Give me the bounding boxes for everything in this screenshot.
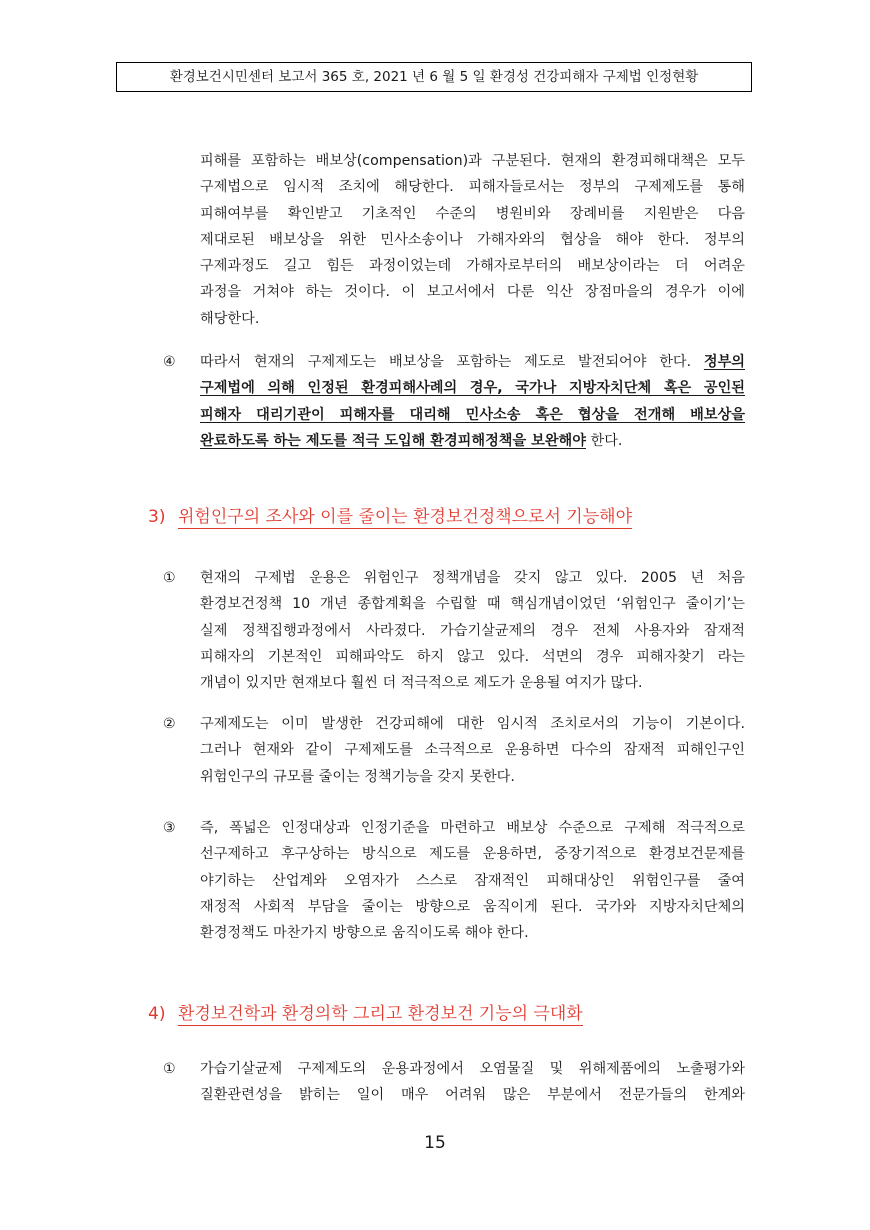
text-line: 과정을 거쳐야 하는 것이다. 이 보고서에서 다룬 익산 장점마을의 경우가 이에 (200, 284, 745, 301)
plain-text: 따라서 현재의 구제제도는 배보상을 포함하는 제도로 발전되어야 한다. (200, 354, 704, 370)
text-line: 가습기살균제 구제제도의 운용과정에서 오염물질 및 위해제품에의 노출평가와 (200, 1061, 745, 1077)
emphasized-text: 피해자 대리기관이 피해자를 대리해 민사소송 혹은 협상을 전개해 배보상을 (200, 406, 745, 423)
text-line: 질환관련성을 밝히는 일이 매우 어려워 많은 부분에서 전문가들의 한계와 (200, 1087, 745, 1104)
text-line (200, 402, 745, 428)
text-line: 구제법으로 임시적 조치에 해당한다. 피해자들로서는 정부의 구제제도를 통해 (200, 179, 745, 196)
text-line: 피해여부를 확인받고 기초적인 수준의 병원비와 장례비를 지원받은 다음 (200, 205, 745, 222)
section-3-heading (148, 502, 632, 532)
text-line: 구제과정도 길고 힘든 과정이었는데 가해자로부터의 배보상이라는 더 어려운 (200, 258, 745, 275)
text-line: 구제제도는 이미 발생한 건강피해에 대한 임시적 조치로서의 기능이 기본이다. (200, 716, 745, 732)
list-marker: ③ (163, 820, 176, 836)
text-line: 그러나 현재와 같이 구제제도를 소극적으로 운용하면 다수의 잠재적 피해인구인 (200, 742, 745, 759)
text-line: 피해를 포함하는 배보상(compensation)과 구분된다. 현재의 환경피해대책은 모두 (200, 153, 745, 169)
item-4-paragraph (200, 349, 745, 454)
text-line: 현재의 구제법 운용은 위험인구 정책개념을 갖지 않고 있다. 2005 년 처음 (200, 570, 745, 586)
emphasized-text: 구제법에 의해 인정된 환경피해사례의 경우, 국가나 지방자치단체 혹은 공인된 (200, 380, 745, 397)
list-marker: ④ (163, 354, 176, 370)
text-line: 야기하는 산업계와 오염자가 스스로 잠재적인 피해대상인 위험인구를 줄여 (200, 872, 745, 889)
text-line: 선구제하고 후구상하는 방식으로 제도를 운용하면, 중장기적으로 환경보건문제를 (200, 846, 745, 863)
section-4-heading (148, 999, 583, 1029)
list-marker: ① (163, 570, 176, 586)
emphasized-text: 완료하도록 하는 제도를 적극 도입해 환경피해정책을 보완해야 (200, 432, 586, 449)
text-line: 해당한다. (200, 310, 260, 327)
text-line: 피해자의 기본적인 피해파악도 하지 않고 있다. 석면의 경우 피해자찾기 라는 (200, 648, 745, 665)
section-3-item-1 (200, 565, 745, 696)
text-line: 재정적 사회적 부담을 줄이는 방향으로 움직이게 된다. 국가와 지방자치단체의 (200, 898, 745, 915)
list-marker: ② (163, 716, 176, 732)
section-3-item-3 (200, 815, 745, 946)
text-line (200, 428, 745, 454)
section-4-item-1 (200, 1056, 745, 1109)
page-number: 15 (424, 1133, 446, 1153)
text-line: 개념이 있지만 현재보다 훨씬 더 적극적으로 제도가 운용될 여지가 많다. (200, 675, 643, 692)
running-header: 환경보건시민센터 보고서 365 호, 2021 년 6 월 5 일 환경성 건강피해자 구제법 인정현황 (116, 62, 752, 92)
text-line (200, 375, 745, 401)
section-title: 환경보건학과 환경의학 그리고 환경보건 기능의 극대화 (178, 1004, 583, 1024)
text-line: 실제 정책집행과정에서 사라졌다. 가습기살균제의 경우 전체 사용자와 잠재적 (200, 622, 745, 639)
emphasized-text: 정부의 (703, 354, 745, 370)
text-line (200, 349, 745, 375)
text-line: 환경보건정책 10 개년 종합계획을 수립할 때 핵심개념이었던 ‘위험인구 줄이기’는 (200, 596, 745, 613)
intro-paragraph (200, 148, 745, 332)
list-marker: ① (163, 1061, 176, 1077)
section-number: 4) (148, 1004, 166, 1024)
plain-text: 한다. (585, 432, 623, 449)
text-line: 환경정책도 마찬가지 방향으로 움직이도록 해야 한다. (200, 925, 529, 942)
section-number: 3) (148, 507, 166, 527)
text-line: 즉, 폭넓은 인정대상과 인정기준을 마련하고 배보상 수준으로 구제해 적극적으로 (200, 820, 745, 836)
section-title: 위험인구의 조사와 이를 줄이는 환경보건정책으로서 기능해야 (178, 507, 632, 527)
section-3-item-2 (200, 711, 745, 790)
text-line: 위험인구의 규모를 줄이는 정책기능을 갖지 못한다. (200, 768, 515, 785)
text-line: 제대로된 배보상을 위한 민사소송이나 가해자와의 협상을 해야 한다. 정부의 (200, 231, 745, 248)
